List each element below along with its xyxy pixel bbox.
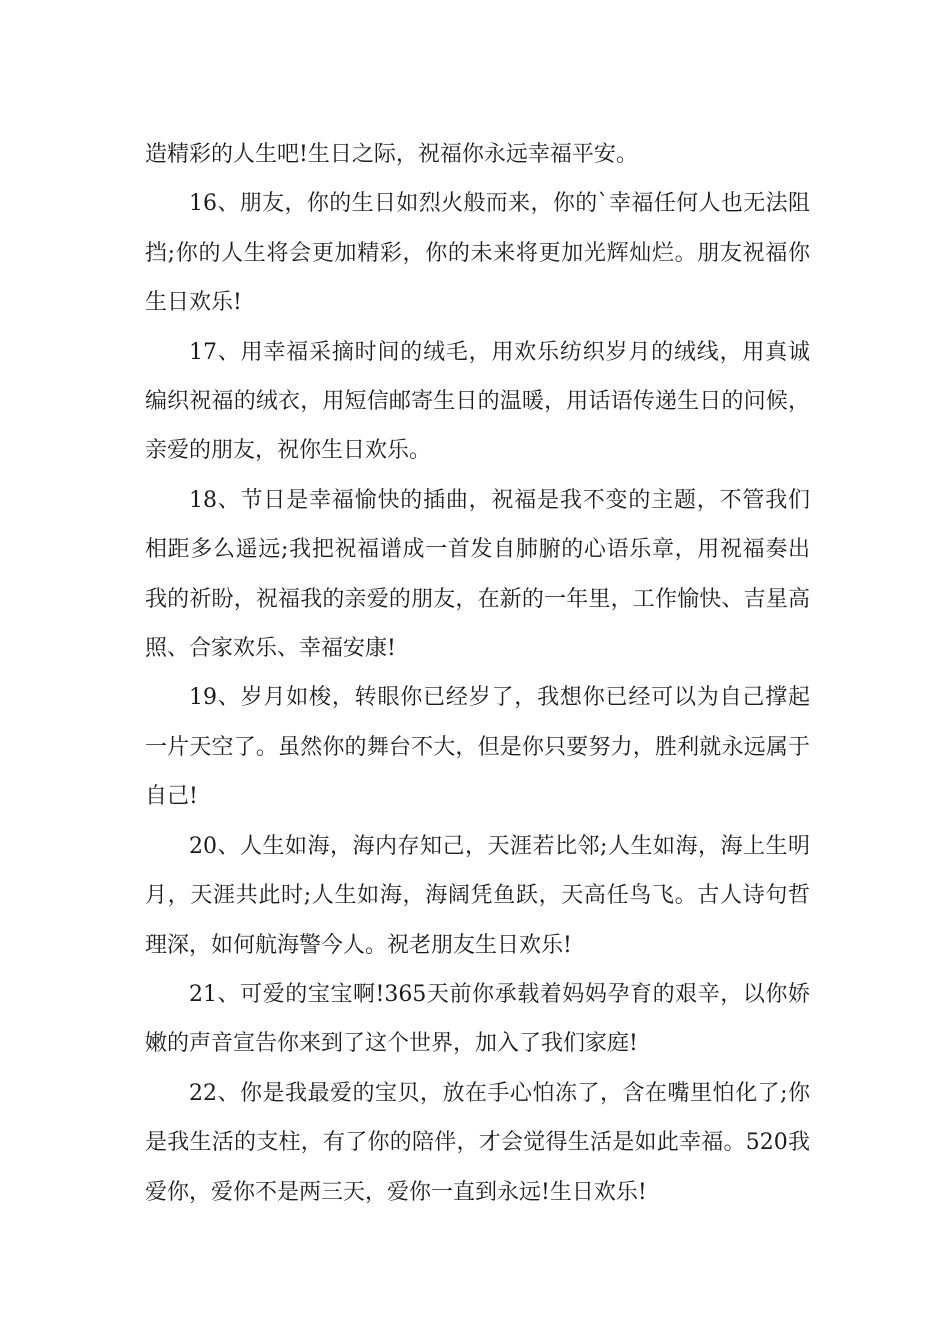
paragraph-continuation: 造精彩的人生吧!生日之际，祝福你永远幸福平安。 xyxy=(145,142,638,167)
paragraph-21: 21、可爱的宝宝啊!365天前你承载着妈妈孕育的艰辛，以你娇嫩的声音宣告你来到了这个世界，加入了我们家庭! xyxy=(145,981,810,1057)
paragraph-20: 20、人生如海，海内存知己，天涯若比邻;人生如海，海上生明月，天涯共此时;人生如海，海阔凭鱼跃，天高任鸟飞。古人诗句哲理深，如何航海警今人。祝老朋友生日欢乐! xyxy=(145,833,810,958)
paragraph-17: 17、用幸福采摘时间的绒毛，用欢乐纺织岁月的绒线，用真诚编织祝福的绒衣，用短信邮寄生日的温暖，用话语传递生日的问候，亲爱的朋友，祝你生日欢乐。 xyxy=(145,339,810,464)
paragraph-19: 19、岁月如梭，转眼你已经岁了，我想你已经可以为自己撑起一片天空了。虽然你的舞台不大，但是你只要努力，胜利就永远属于自己! xyxy=(145,685,810,810)
paragraph-22: 22、你是我最爱的宝贝，放在手心怕冻了，含在嘴里怕化了;你是我生活的支柱，有了你的陪伴，才会觉得生活是如此幸福。520我爱你，爱你不是两三天，爱你一直到永远!生日欢乐! xyxy=(145,1080,810,1205)
paragraph-16: 16、朋友，你的生日如烈火般而来，你的`幸福任何人也无法阻挡;你的人生将会更加精彩，你的未来将更加光辉灿烂。朋友祝福你生日欢乐! xyxy=(145,191,810,316)
document-body xyxy=(145,130,810,1217)
paragraph-18: 18、节日是幸福愉快的插曲，祝福是我不变的主题，不管我们相距多么遥远;我把祝福谱成一首发自肺腑的心语乐章，用祝福奏出我的祈盼，祝福我的亲爱的朋友，在新的一年里，工作愉快、吉星高照、合家欢乐、幸福安康! xyxy=(145,487,810,662)
